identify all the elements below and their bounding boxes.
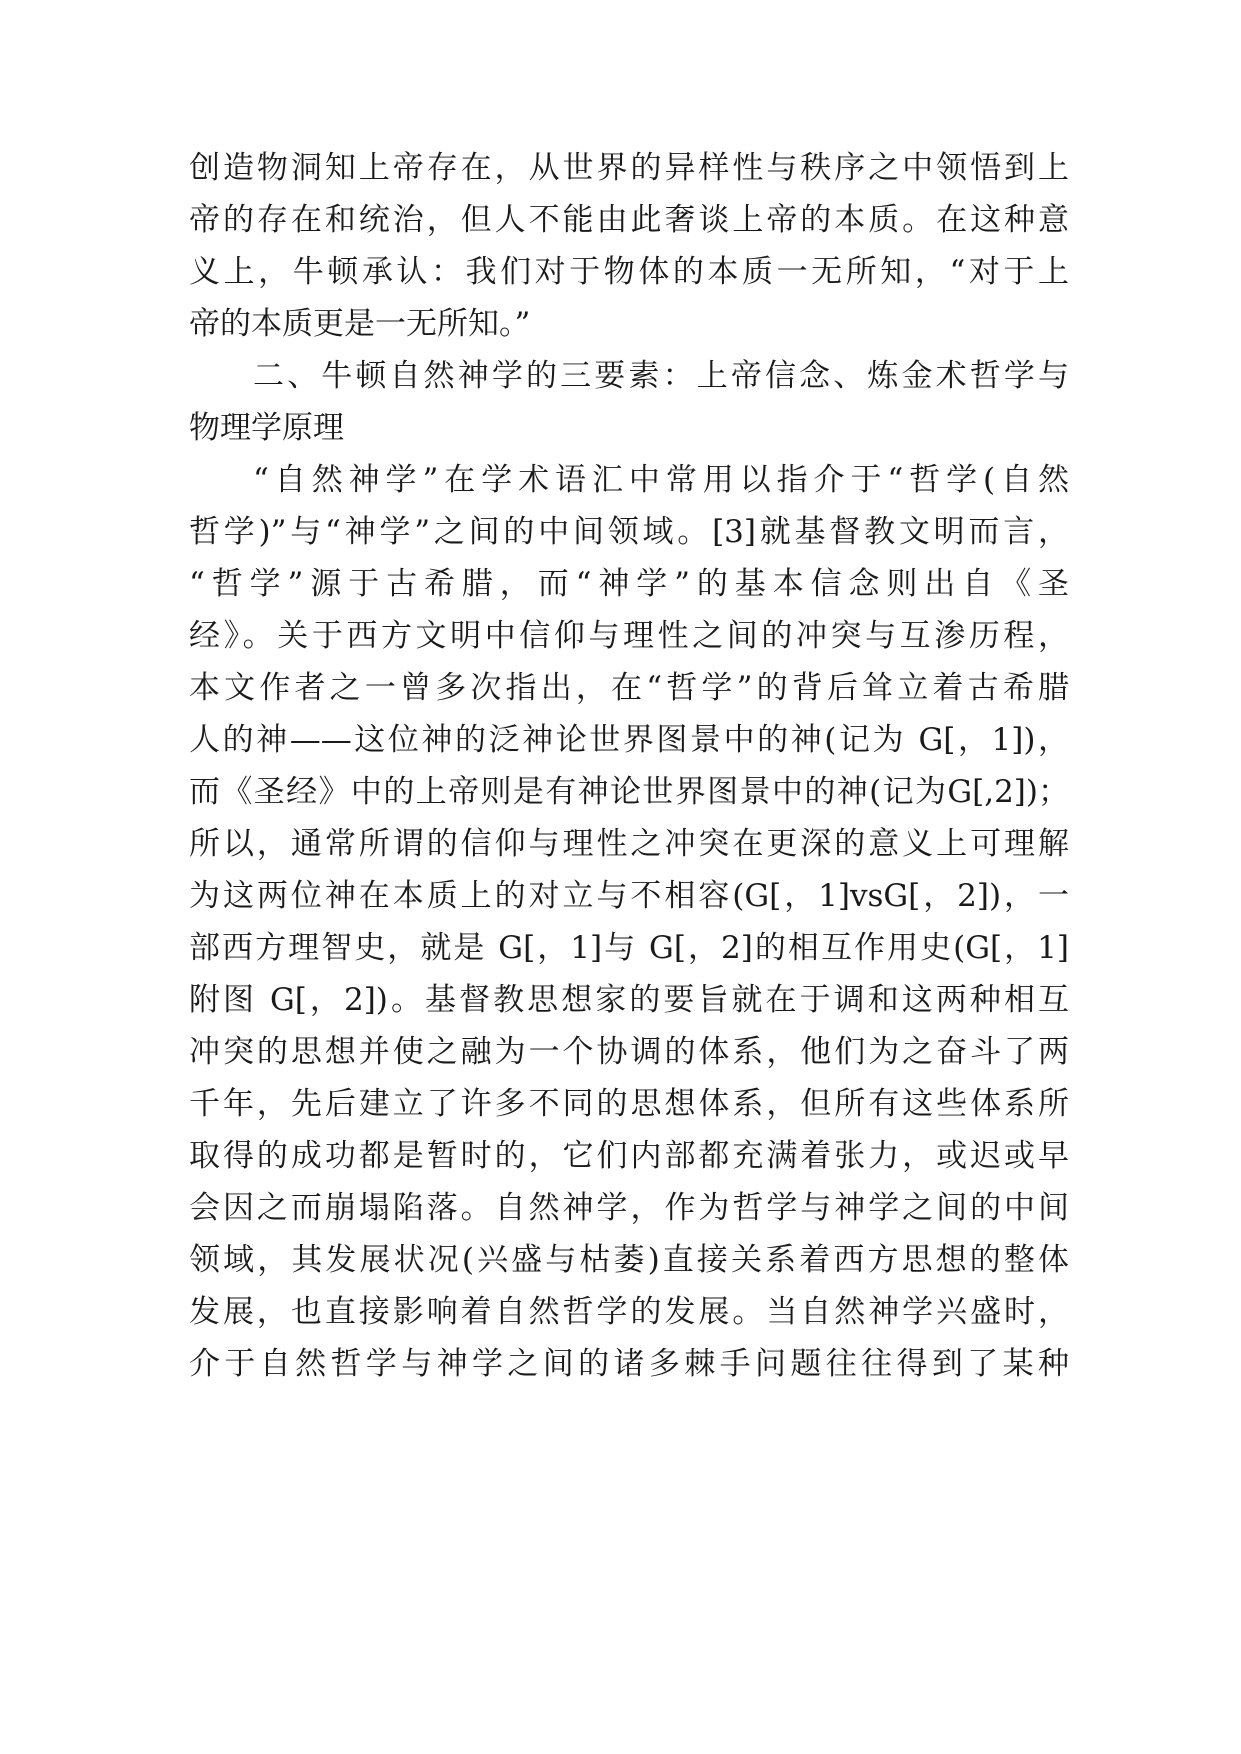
text-line: 会因之而崩塌陷落。自然神学，作为哲学与神学之间的中间	[189, 1190, 1069, 1226]
text-line: 人的神——这位神的泛神论世界图景中的神(记为 G[，1])，	[189, 722, 1069, 758]
text-line: 部西方理智史，就是 G[，1]与 G[，2]的相互作用史(G[，1]	[189, 930, 1069, 966]
text-line: 帝的本质更是一无所知。”	[189, 306, 531, 342]
paragraph-first-line: “自然神学”在学术语汇中常用以指介于“哲学(自然	[253, 462, 1069, 498]
text-line: 而《圣经》中的上帝则是有神论世界图景中的神(记为G[,2])；	[189, 774, 1069, 810]
text-line: 哲学)”与“神学”之间的中间领域。[3]就基督教文明而言，	[189, 514, 1069, 550]
text-line: 千年，先后建立了许多不同的思想体系，但所有这些体系所	[189, 1086, 1069, 1122]
text-line: 领域，其发展状况(兴盛与枯萎)直接关系着西方思想的整体	[189, 1242, 1069, 1278]
section-heading: 二、牛顿自然神学的三要素：上帝信念、炼金术哲学与	[253, 358, 1069, 394]
text-line: 附图 G[，2])。基督教思想家的要旨就在于调和这两种相互	[189, 982, 1069, 1018]
text-line: 发展，也直接影响着自然哲学的发展。当自然神学兴盛时，	[189, 1294, 1069, 1330]
text-line: 创造物洞知上帝存在，从世界的异样性与秩序之中领悟到上	[189, 150, 1069, 186]
text-line: 取得的成功都是暂时的，它们内部都充满着张力，或迟或早	[189, 1138, 1069, 1174]
text-line: 经》。关于西方文明中信仰与理性之间的冲突与互渗历程，	[189, 618, 1069, 654]
text-line: 冲突的思想并使之融为一个协调的体系，他们为之奋斗了两	[189, 1034, 1069, 1070]
text-line: 介于自然哲学与神学之间的诸多棘手问题往往得到了某种	[189, 1346, 1069, 1382]
text-line: 为这两位神在本质上的对立与不相容(G[，1]vsG[，2])，一	[189, 878, 1069, 914]
text-line: 所以，通常所谓的信仰与理性之冲突在更深的意义上可理解	[189, 826, 1069, 862]
text-line: 帝的存在和统治，但人不能由此奢谈上帝的本质。在这种意	[189, 202, 1069, 238]
section-heading-continued: 物理学原理	[189, 410, 344, 446]
text-line: 义上，牛顿承认：我们对于物体的本质一无所知，“对于上	[189, 254, 1069, 290]
text-line: “哲学”源于古希腊，而“神学”的基本信念则出自《圣	[189, 566, 1069, 602]
text-line: 本文作者之一曾多次指出，在“哲学”的背后耸立着古希腊	[189, 670, 1069, 706]
